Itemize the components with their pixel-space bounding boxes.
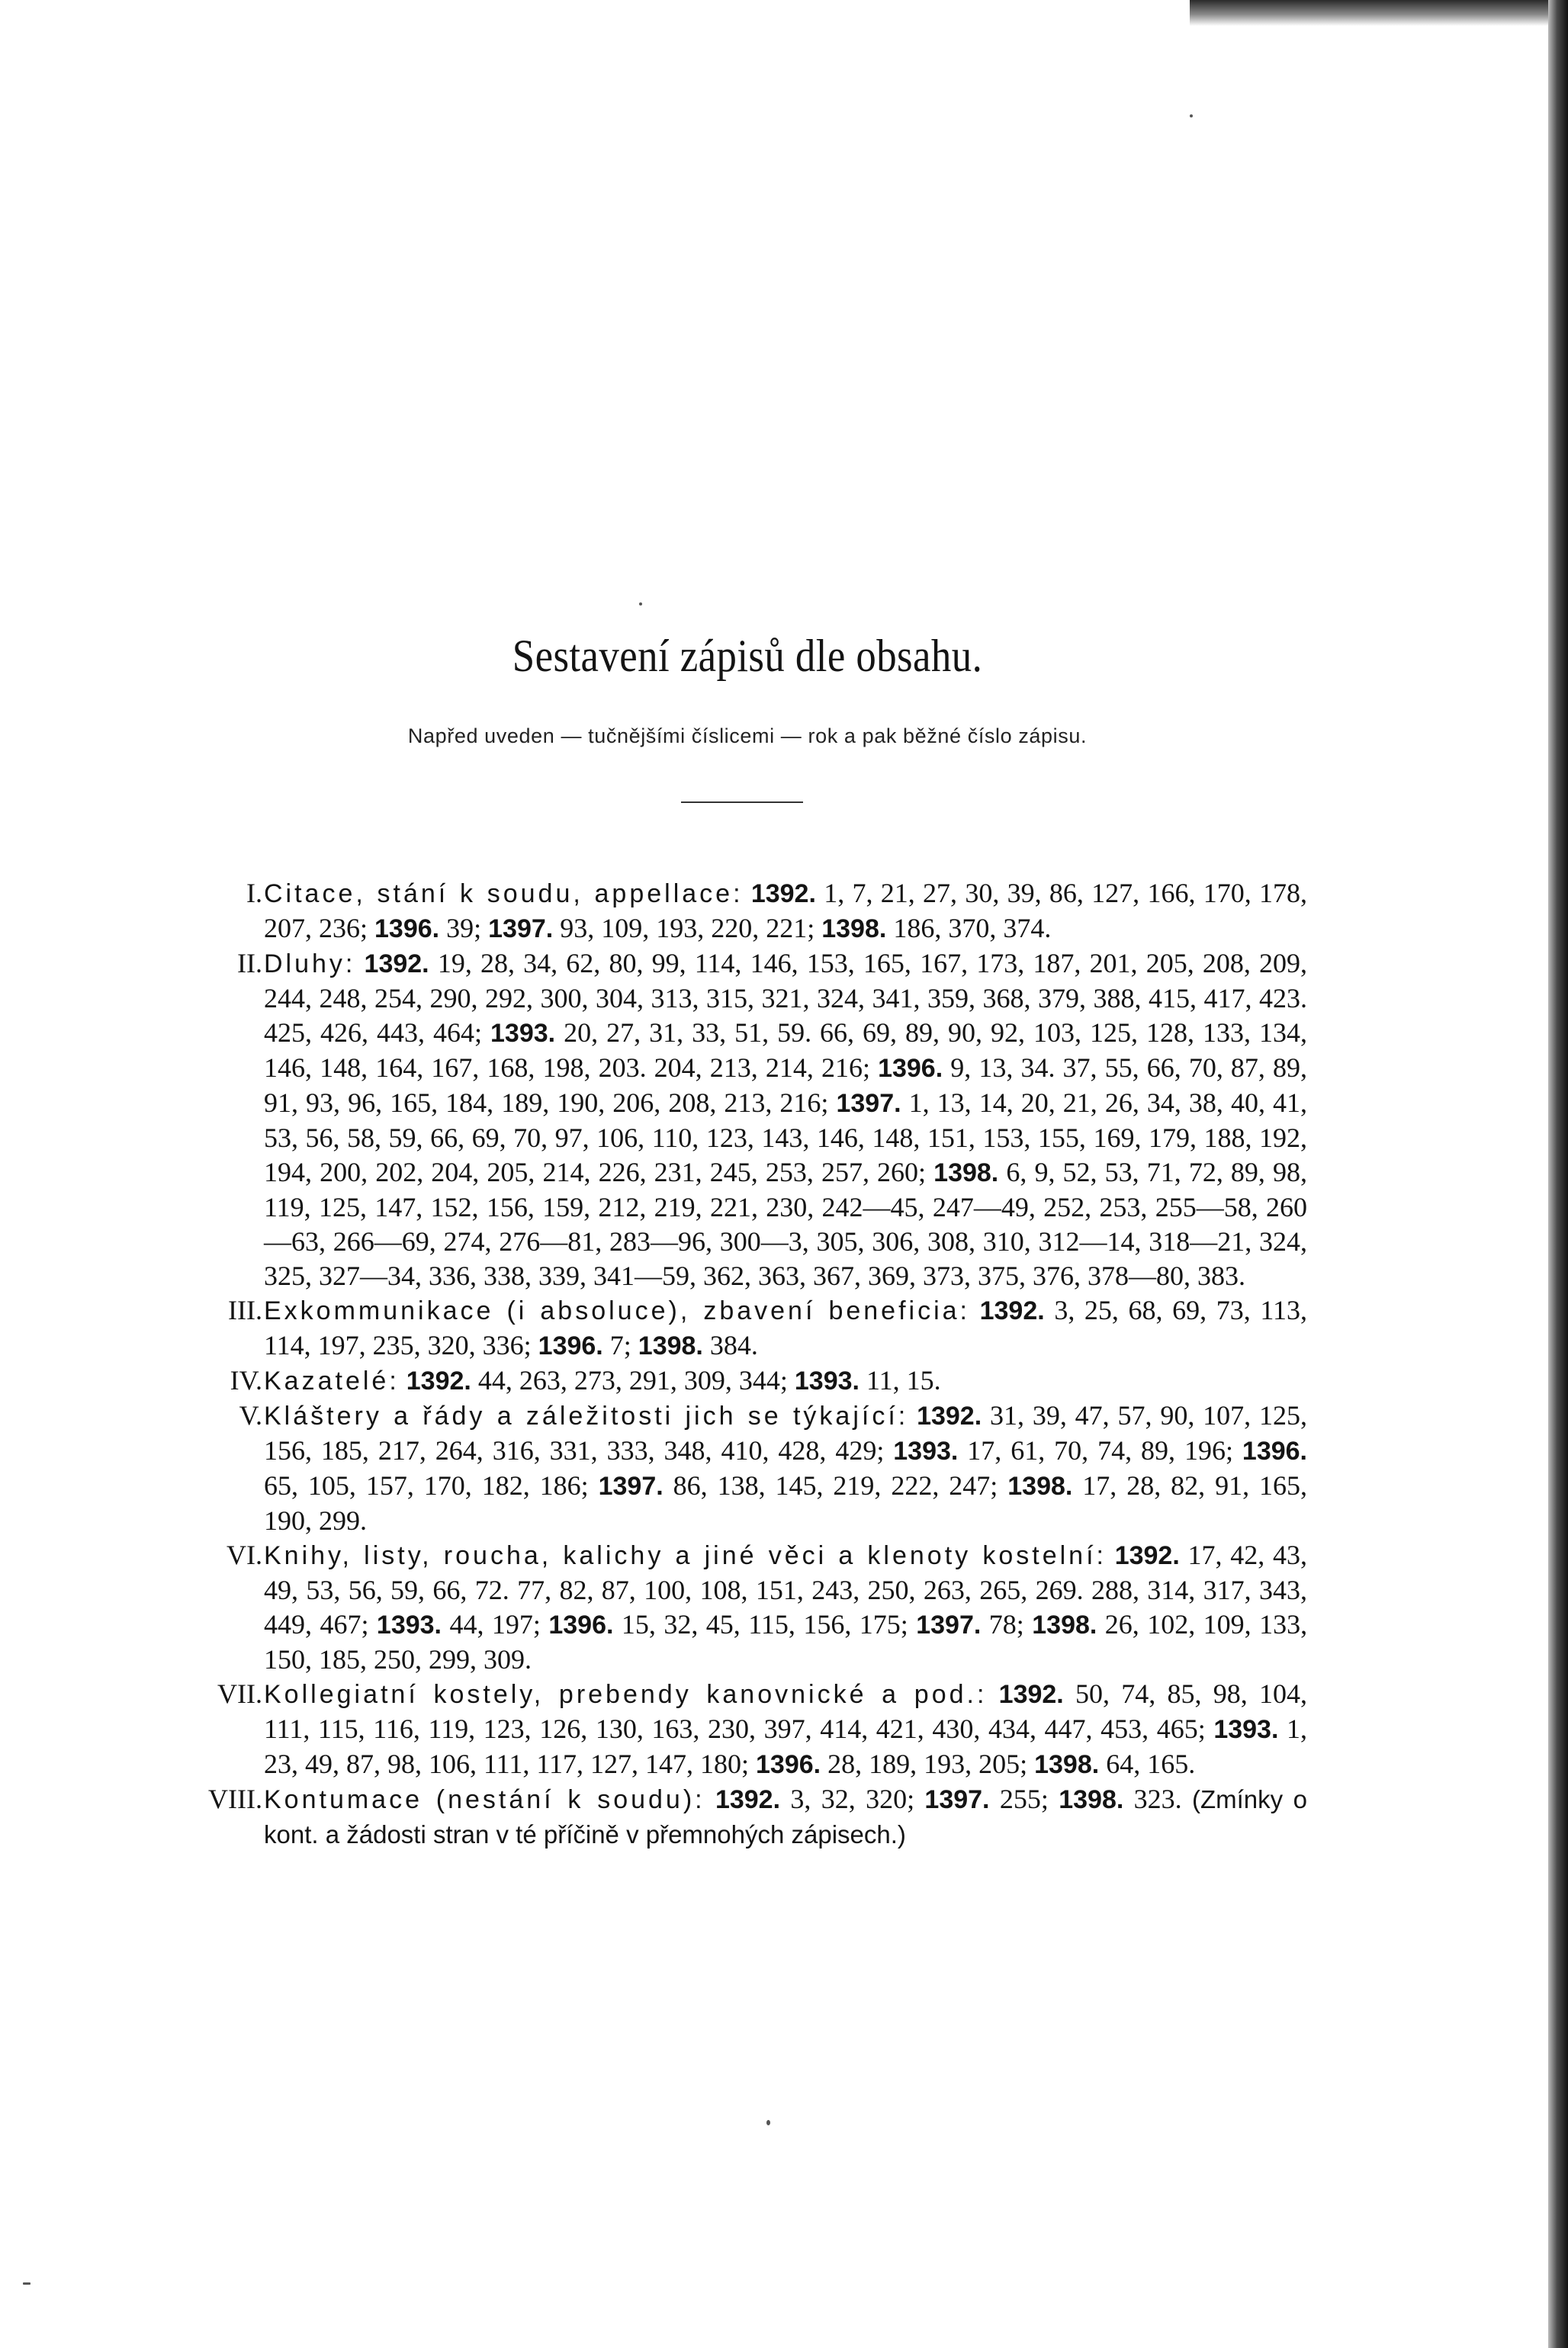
- entry-body: [264, 876, 1307, 946]
- record-numbers: 19, 28, 34, 62, 80, 99, 114, 146, 153, 165, 167, 173, 187, 201, 205, 208, 209, 244, 248, 254, 290, 292, 300, 304, 313, 315, 321, 324, 341, 359, 368, 379, 388, 415, 417, 423. 425, 426, 443, 464;: [264, 948, 1308, 1048]
- record-numbers: 1, 23, 49, 87, 98, 106, 111, 117, 127, 147, 180;: [264, 1714, 1308, 1779]
- entry-heading: Kazatelé:: [264, 1367, 400, 1396]
- entry-heading: Knihy, listy, roucha, kalichy a jiné věci a klenoty kostelní:: [264, 1541, 1107, 1570]
- entry-roman-numeral: II.: [237, 948, 262, 978]
- record-numbers: 65, 105, 157, 170, 182, 186;: [264, 1470, 589, 1501]
- year-number: 1397.: [598, 1472, 664, 1501]
- record-numbers: 11, 15.: [866, 1365, 941, 1396]
- year-number: 1398.: [638, 1331, 703, 1360]
- index-entry: [0, 1677, 1327, 1782]
- record-numbers: 1, 7, 21, 27, 30, 39, 86, 127, 166, 170, 178, 207, 236;: [264, 878, 1307, 943]
- year-number: 1396.: [548, 1611, 614, 1640]
- record-numbers: 186, 370, 374.: [893, 913, 1052, 943]
- year-number: 1392.: [979, 1296, 1045, 1325]
- index-entry: [0, 1293, 1327, 1364]
- entry-heading: Kollegiatní kostely, prebendy kanovnické a pod.:: [264, 1680, 988, 1709]
- speck: [1190, 114, 1193, 117]
- speck: [766, 2120, 770, 2125]
- record-numbers: 64, 165.: [1106, 1749, 1196, 1779]
- entry-roman-numeral: III.: [228, 1295, 262, 1325]
- entry-heading: Dluhy:: [264, 949, 356, 978]
- page-subtitle: Napřed uveden — tučnějšími číslicemi — rok a pak běžné číslo zápisu.: [407, 724, 1088, 747]
- record-numbers: 50, 74, 85, 98, 104, 111, 115, 116, 119, 123, 126, 130, 163, 230, 397, 414, 421, 430, 434, 447, 453, 465;: [264, 1678, 1307, 1744]
- record-numbers: 6, 9, 52, 53, 71, 72, 89, 98, 119, 125, 147, 152, 156, 159, 212, 219, 221, 230, 242—45, 247—49, 252, 253, 255—58, 260—63, 266—69, 274, 276—81, 283—96, 300—3, 305, 306, 308, 310, 312—14, 318—21, 324, 325, 327—34, 336, 338, 339, 341—59, 362, 363, 367, 369, 373, 375, 376, 378—80, 383.: [264, 1157, 1308, 1291]
- year-number: 1397.: [916, 1611, 982, 1640]
- entry-roman-numeral: VIII.: [208, 1784, 262, 1814]
- entry-heading: Kláštery a řády a záležitosti jich se týkající:: [264, 1402, 909, 1431]
- year-number: 1396.: [1242, 1437, 1307, 1466]
- entry-body: [264, 1538, 1307, 1677]
- record-numbers: 15, 32, 45, 115, 156, 175;: [621, 1609, 908, 1640]
- entry-roman-numeral: I.: [246, 878, 262, 908]
- record-numbers: 39;: [446, 913, 482, 943]
- record-numbers: 7;: [609, 1330, 631, 1360]
- record-numbers: 17, 61, 70, 74, 89, 196;: [967, 1435, 1233, 1466]
- index-entry: [0, 1782, 1327, 1852]
- year-number: 1392.: [750, 879, 816, 908]
- year-number: 1397.: [488, 914, 554, 943]
- record-numbers: 1, 13, 14, 20, 21, 26, 34, 38, 40, 41, 53, 56, 58, 59, 66, 69, 70, 97, 106, 110, 123, 143, 146, 148, 151, 153, 155, 169, 179, 188, 192, 194, 200, 202, 204, 205, 214, 226, 231, 245, 253, 257, 260;: [264, 1087, 1308, 1187]
- record-numbers: 20, 27, 31, 33, 51, 59. 66, 69, 89, 90, 92, 103, 125, 128, 133, 134, 146, 148, 164, 167, 168, 198, 203. 204, 213, 214, 216;: [264, 1017, 1308, 1083]
- entry-body: [264, 1293, 1307, 1364]
- year-number: 1396.: [538, 1331, 603, 1360]
- year-number: 1392.: [917, 1402, 982, 1431]
- entry-body: [264, 1782, 1307, 1852]
- entry-heading: Kontumace (nestání k soudu):: [264, 1785, 705, 1814]
- index-entry: [0, 1538, 1327, 1677]
- record-numbers: 255;: [999, 1784, 1049, 1814]
- year-number: 1396.: [878, 1054, 943, 1083]
- scan-edge-right: [1548, 0, 1568, 2348]
- year-number: 1398.: [933, 1158, 999, 1187]
- record-numbers: 384.: [709, 1330, 758, 1360]
- record-numbers: 3, 25, 68, 69, 73, 113, 114, 197, 235, 320, 336;: [264, 1295, 1307, 1360]
- index-entry: [0, 1364, 1327, 1399]
- entry-note: (Zmínky o kont. a žádosti stran v té příčině v přemnohých zápisech.): [264, 1785, 1308, 1849]
- entry-body: [264, 1364, 1307, 1399]
- year-number: 1392.: [715, 1785, 781, 1814]
- speck: [639, 602, 642, 605]
- record-numbers: 3, 32, 320;: [790, 1784, 915, 1814]
- record-numbers: 323.: [1133, 1784, 1182, 1814]
- year-number: 1397.: [836, 1089, 901, 1118]
- entry-heading: Exkommunikace (i absoluce), zbavení beneficia:: [264, 1296, 970, 1325]
- record-numbers: 93, 109, 193, 220, 221;: [560, 913, 815, 943]
- year-number: 1393.: [1213, 1715, 1279, 1744]
- year-number: 1393.: [794, 1367, 860, 1396]
- year-number: 1398.: [1059, 1785, 1124, 1814]
- year-number: 1392.: [364, 949, 429, 978]
- year-number: 1396.: [374, 914, 440, 943]
- year-number: 1398.: [1007, 1472, 1073, 1501]
- record-numbers: 17, 28, 82, 91, 165, 190, 299.: [264, 1470, 1308, 1536]
- entry-body: [264, 1399, 1307, 1538]
- index-entry: [0, 1399, 1327, 1538]
- year-number: 1397.: [924, 1785, 990, 1814]
- entry-body: [264, 946, 1307, 1293]
- year-number: 1393.: [893, 1437, 959, 1466]
- entry-body: [264, 1677, 1307, 1782]
- index-entries: [0, 876, 1327, 1852]
- index-entry: [0, 946, 1327, 1293]
- speck: [23, 2282, 31, 2285]
- entry-roman-numeral: IV.: [230, 1365, 262, 1396]
- record-numbers: 26, 102, 109, 133, 150, 185, 250, 299, 309.: [264, 1609, 1308, 1675]
- year-number: 1393.: [490, 1019, 556, 1048]
- year-number: 1393.: [376, 1611, 442, 1640]
- year-number: 1398.: [821, 914, 887, 943]
- year-number: 1398.: [1032, 1611, 1097, 1640]
- page-title: Sestavení zápisů dle obsahu.: [512, 631, 983, 681]
- year-number: 1396.: [756, 1750, 821, 1779]
- record-numbers: 86, 138, 145, 219, 222, 247;: [673, 1470, 998, 1501]
- entry-heading: Citace, stání k soudu, appellace:: [264, 879, 744, 908]
- year-number: 1392.: [998, 1680, 1064, 1709]
- year-number: 1398.: [1034, 1750, 1100, 1779]
- record-numbers: 9, 13, 34. 37, 55, 66, 70, 87, 89, 91, 93, 96, 165, 184, 189, 190, 206, 208, 213, 216;: [264, 1052, 1308, 1118]
- record-numbers: 28, 189, 193, 205;: [827, 1749, 1028, 1779]
- year-number: 1392.: [406, 1367, 471, 1396]
- record-numbers: 78;: [988, 1609, 1024, 1640]
- record-numbers: 44, 197;: [449, 1609, 541, 1640]
- record-numbers: 17, 42, 43, 49, 53, 56, 59, 66, 72. 77, 82, 87, 100, 108, 151, 243, 250, 263, 265, 269. 288, 314, 317, 343, 449, 467;: [264, 1540, 1307, 1640]
- index-entry: [0, 876, 1327, 946]
- record-numbers: 44, 263, 273, 291, 309, 344;: [477, 1365, 788, 1396]
- entry-roman-numeral: V.: [239, 1400, 262, 1431]
- entry-roman-numeral: VII.: [217, 1678, 262, 1709]
- separator-rule: [681, 801, 803, 803]
- entry-roman-numeral: VI.: [227, 1540, 262, 1570]
- record-numbers: 31, 39, 47, 57, 90, 107, 125, 156, 185, 217, 264, 316, 331, 333, 348, 410, 428, 429;: [264, 1400, 1308, 1466]
- year-number: 1392.: [1114, 1541, 1180, 1570]
- scan-edge-top: [1190, 0, 1568, 26]
